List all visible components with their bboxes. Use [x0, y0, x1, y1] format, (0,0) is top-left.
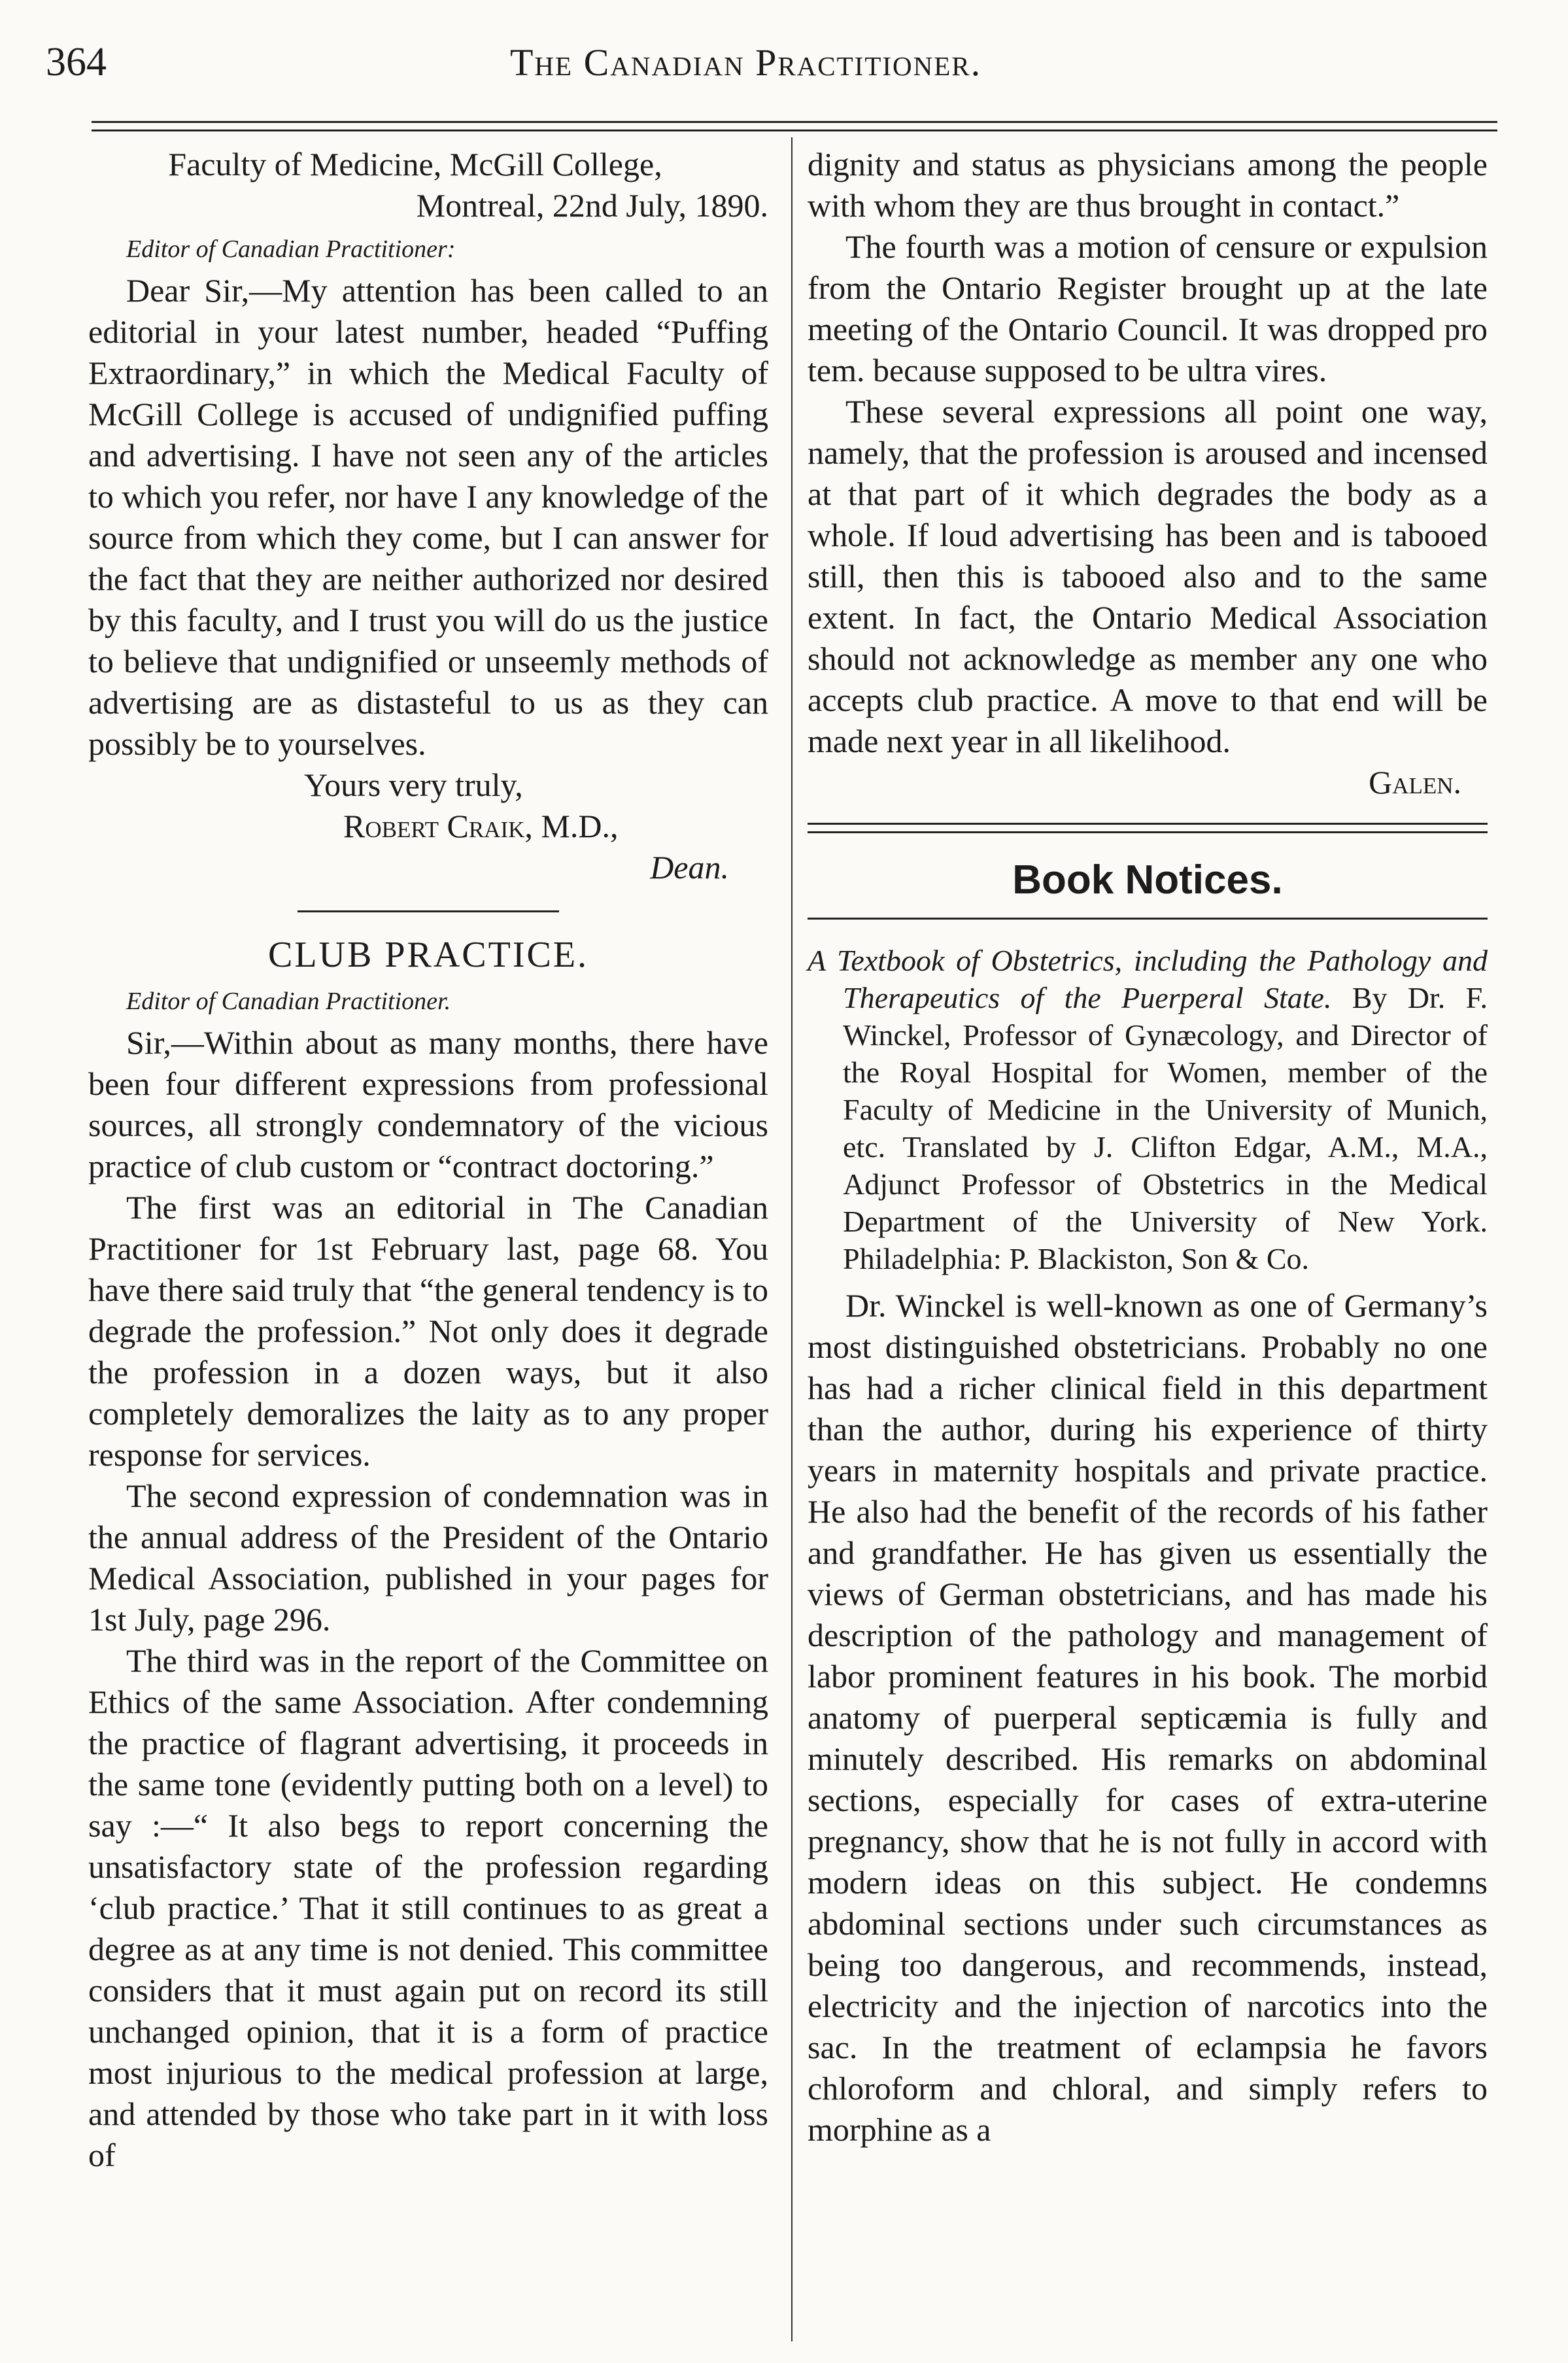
- club-practice-paragraph-1: Sir,—Within about as many months, there have been four different expressions from professional sources, all strongly condemnatory of the vicious practice of club custom or “contract doctoring.”: [88, 1024, 768, 1184]
- book-entry-title: A Textbook of Obstetrics, including the Pathology and Therapeutics of the Puerperal State.: [808, 944, 1488, 1014]
- left-column: [88, 144, 768, 2176]
- club-practice-paragraph-6: These several expressions all point one way, namely, that the profession is aroused and incensed at that part of it which degrades the body as a whole. If loud advertising has been and is tabooed still, then this is tabooed also and to the same extent. In fact, the Ontario Medical Association should not acknowledge as member any one who accepts club practice. A move to that end will be made next year in all likelihood.: [808, 393, 1488, 759]
- book-entry: [808, 942, 1488, 1277]
- club-practice-paragraph-4: The third was in the report of the Committee on Ethics of the same Association. After condemning the practice of flagrant advertising, it proceeds in the same tone (evidently putting both on a level) to say :—“ It also begs to report concerning the unsatisfactory state of the profession regarding ‘club practice.’ That it still continues to as great a degree as at any time is not denied. This committee considers that it must again put on record its still unchanged opinion, that it is a form of practice most injurious to the medical profession at large, and attended by those who take part in it with loss of: [88, 1642, 768, 2173]
- book-entry-details: By Dr. F. Winckel, Professor of Gynæcology, and Director of the Royal Hospital for Women, member of the Faculty of Medicine in the University of Munich, etc. Translated by J. Clifton Edgar, A.M., M.A., Adjunct Professor of Obstetrics in the Medical Department of the University of New York. Philadelphia: P. Blackiston, Son & Co.: [843, 981, 1488, 1275]
- column-divider: [791, 137, 793, 2341]
- club-practice-paragraph-3: The second expression of condemnation was in the annual address of the President of the Ontario Medical Association, published in your pages for 1st July, page 296.: [88, 1477, 768, 1638]
- book-notices-rule: [808, 823, 1488, 833]
- section-divider: [298, 910, 559, 912]
- letter-signature-title: Dean.: [650, 849, 729, 886]
- club-practice-paragraph-5: The fourth was a motion of censure or expulsion from the Ontario Register brought up at the late meeting of the Ontario Council. It was dropped pro tem. because supposed to be ultra vires.: [808, 228, 1488, 388]
- club-practice-heading: CLUB PRACTICE.: [267, 935, 589, 975]
- letter-address-line1: Faculty of Medicine, McGill College,: [168, 146, 662, 182]
- book-notices-underline: [808, 918, 1488, 920]
- club-practice-salutation: Editor of Canadian Practitioner.: [126, 988, 451, 1015]
- letter-signature-block: [88, 765, 768, 888]
- header-rule: [92, 121, 1497, 131]
- right-column: [808, 144, 1488, 2150]
- letter-body: Dear Sir,—My attention has been called to an editorial in your latest number, headed “Puffing Extraordinary,” in which the Medical Faculty of McGill College is accused of undignified puffing and advertising. I have not seen any of the articles to which you refer, nor have I any knowledge of the source from which they come, but I can answer for the fact that they are neither authorized nor desired by this faculty, and I trust you will do us the justice to believe that undignified or unseemly methods of advertising are as distasteful to us as they can possibly be to yourselves.: [88, 272, 768, 762]
- book-review: Dr. Winckel is well-known as one of Germany’s most distinguished obstetricians. Probably no one has had a richer clinical field in this department than the author, during his experience of thirty years in maternity hospitals and private practice. He also had the benefit of the records of his father and grandfather. He has given us essentially the views of German obstetricians, and has made his description of the pathology and management of labor prominent features in his book. The morbid anatomy of puerperal septicæmia is fully and minutely described. His remarks on abdominal sections, especially for cases of extra-uterine pregnancy, show that he is not fully in accord with modern ideas on this subject. He condemns abdominal sections under such circumstances as being too dangerous, and recommends, instead, electricity and the injection of narcotics into the sac. In the treatment of eclampsia he favors chloroform and chloral, and simply refers to morphine as a: [808, 1287, 1488, 2148]
- letter-address-line2: Montreal, 22nd July, 1890.: [416, 187, 768, 224]
- book-notices-heading: Book Notices.: [1012, 857, 1283, 903]
- letter-signature: Robert Craik, M.D.,: [343, 808, 619, 844]
- letter-salutation: Editor of Canadian Practitioner:: [126, 235, 456, 263]
- club-practice-paragraph-2: The first was an editorial in The Canadian Practitioner for 1st February last, page 68. You have there said truly that “the general tendency is to degrade the profession.” Not only does it degrade the profession in a dozen ways, but it also completely demoralizes the laity as to any proper response for services.: [88, 1189, 768, 1473]
- club-practice-continued: dignity and status as physicians among the people with whom they are thus brought in contact.”: [808, 146, 1488, 224]
- page-number: 364: [46, 40, 107, 84]
- running-title: The Canadian Practitioner.: [510, 41, 982, 84]
- page-header: [0, 0, 1568, 111]
- letter-closing: Yours very truly,: [304, 767, 523, 803]
- club-practice-signature: Galen.: [1369, 764, 1461, 801]
